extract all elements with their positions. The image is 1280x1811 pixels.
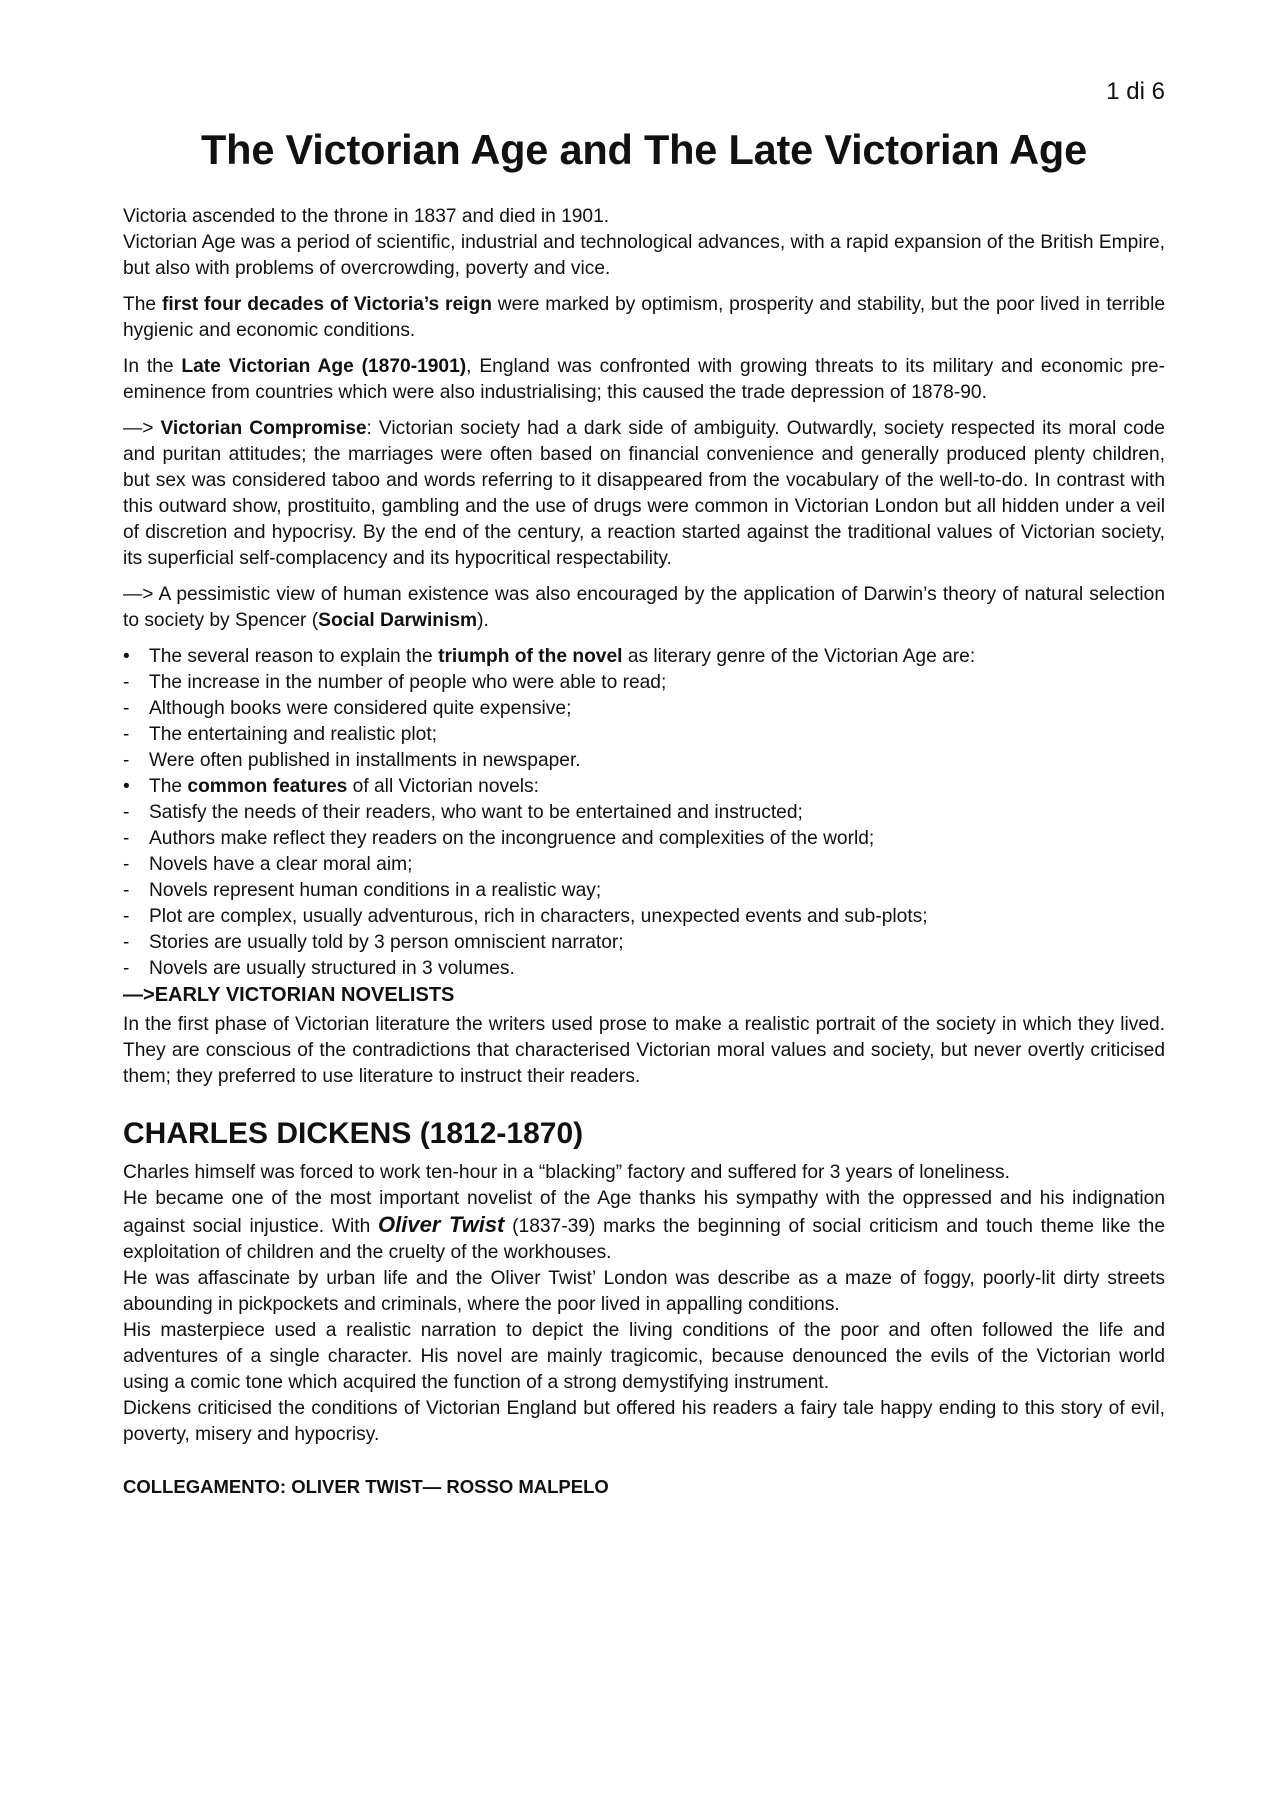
list-item: - Were often published in installments in newspaper.	[123, 748, 1165, 774]
dash-icon: -	[123, 698, 130, 719]
bold-social-darwinism: Social Darwinism	[318, 610, 478, 631]
list-item: - Authors make reflect they readers on the incongruence and complexities of the world;	[123, 826, 1165, 852]
dash-icon: -	[123, 828, 130, 849]
common-features-list	[123, 774, 1165, 982]
dash-icon: -	[123, 906, 130, 927]
list-item: - Novels have a clear moral aim;	[123, 852, 1165, 878]
arrow-icon: —>	[123, 418, 161, 439]
collegamento-line: COLLEGAMENTO: OLIVER TWIST— ROSSO MALPELO	[123, 1476, 609, 1497]
early-novelists-heading: —>EARLY VICTORIAN NOVELISTS	[123, 984, 455, 1006]
bold-first-decades: first four decades of Victoria’s reign	[161, 294, 492, 315]
dickens-paragraph-3: He was affascinate by urban life and the Oliver Twist’ London was describe as a maze of foggy, poorly-lit dirty streets abounding in pickpockets and criminals, where the poor lived in appalling conditions.	[123, 1268, 1165, 1315]
dash-icon: -	[123, 958, 130, 979]
paragraph-late-victorian-age: In the Late Victorian Age (1870-1901), England was confronted with growing threats to its military and economic pre-eminence from countries which were also industrialising; this caused the trade depression of 1878-90.	[123, 356, 1165, 403]
list-item: - Novels are usually structured in 3 volumes.	[123, 956, 1165, 982]
dickens-paragraph-5: Dickens criticised the conditions of Victorian England but offered his readers a fairy tale happy ending to this story of evil, poverty, misery and hypocrisy.	[123, 1398, 1165, 1445]
intro-line-2: Victorian Age was a period of scientific, industrial and technological advances, with a rapid expansion of the British Empire, but also with problems of overcrowding, poverty and vice.	[123, 232, 1165, 279]
list-item: - Novels represent human conditions in a realistic way;	[123, 878, 1165, 904]
dickens-paragraph-2: He became one of the most important novelist of the Age thanks his sympathy with the oppressed and his indignation against social injustice. With Oliver Twist (1837-39) marks the beginning of social criticism and touch theme like the exploitation of children and the cruelty of the workhouses.	[123, 1188, 1166, 1263]
page-title: The Victorian Age and The Late Victorian Age	[201, 126, 1087, 173]
dash-icon: -	[123, 802, 130, 823]
page-number: 1 di 6	[1106, 78, 1165, 105]
paragraph-first-decades: The first four decades of Victoria’s reign were marked by optimism, prosperity and stability, but the poor lived in terrible hygienic and economic conditions.	[123, 294, 1165, 341]
dash-icon: -	[123, 932, 130, 953]
list-item: - The increase in the number of people who were able to read;	[123, 670, 1165, 696]
bullet-icon: •	[123, 776, 130, 797]
list-item: - Plot are complex, usually adventurous, rich in characters, unexpected events and sub-plots;	[123, 904, 1165, 930]
document-body	[123, 204, 1165, 1500]
oliver-twist-title: Oliver Twist	[378, 1212, 505, 1237]
triumph-of-novel-list	[123, 644, 1165, 774]
bullet-icon: •	[123, 646, 130, 667]
dickens-paragraph-1: Charles himself was forced to work ten-hour in a “blacking” factory and suffered for 3 years of loneliness.	[123, 1162, 1010, 1183]
paragraph-victorian-compromise: —> Victorian Compromise: Victorian society had a dark side of ambiguity. Outwardly, society respected its moral code and puritan attitudes; the marriages were often based on financial convenience and generally produced plenty children, but sex was considered taboo and words referring to it disappeared from the vocabulary of the well-to-do. In contrast with this outward show, prostituito, gambling and the use of drugs were common in Victorian London but all hidden under a veil of discretion and hypocrisy. By the end of the century, a reaction started against the traditional values of Victorian society, its superficial self-complacency and its hypocritical respectability.	[123, 418, 1165, 569]
dash-icon: -	[123, 880, 130, 901]
list-heading: • The common features of all Victorian novels:	[123, 774, 1165, 800]
list-heading: • The several reason to explain the triumph of the novel as literary genre of the Victorian Age are:	[123, 644, 1165, 670]
arrow-icon: —>	[123, 984, 155, 1006]
list-item: - Satisfy the needs of their readers, who want to be entertained and instructed;	[123, 800, 1165, 826]
bold-victorian-compromise: Victorian Compromise	[160, 418, 367, 439]
dash-icon: -	[123, 672, 130, 693]
list-item: - The entertaining and realistic plot;	[123, 722, 1165, 748]
dash-icon: -	[123, 854, 130, 875]
dickens-heading: CHARLES DICKENS (1812-1870)	[123, 1117, 584, 1150]
early-novelists-text: In the first phase of Victorian literature the writers used prose to make a realistic portrait of the society in which they lived. They are conscious of the contradictions that characterised Victorian moral values and society, but never overtly criticised them; they preferred to use literature to instruct their readers.	[123, 1014, 1165, 1087]
paragraph-social-darwinism: —> A pessimistic view of human existence was also encouraged by the application of Darwin’s theory of natural selection to society by Spencer (Social Darwinism).	[123, 584, 1165, 631]
dash-icon: -	[123, 724, 130, 745]
list-item: - Although books were considered quite expensive;	[123, 696, 1165, 722]
dickens-paragraph-4: His masterpiece used a realistic narration to depict the living conditions of the poor and often followed the life and adventures of a single character. His novel are mainly tragicomic, because denounced the evils of the Victorian world using a comic tone which acquired the function of a strong demystifying instrument.	[123, 1320, 1165, 1393]
dash-icon: -	[123, 750, 130, 771]
intro-line-1: Victoria ascended to the throne in 1837 and died in 1901.	[123, 206, 610, 227]
bold-late-victorian-age: Late Victorian Age (1870-1901)	[181, 356, 467, 377]
list-item: - Stories are usually told by 3 person omniscient narrator;	[123, 930, 1165, 956]
